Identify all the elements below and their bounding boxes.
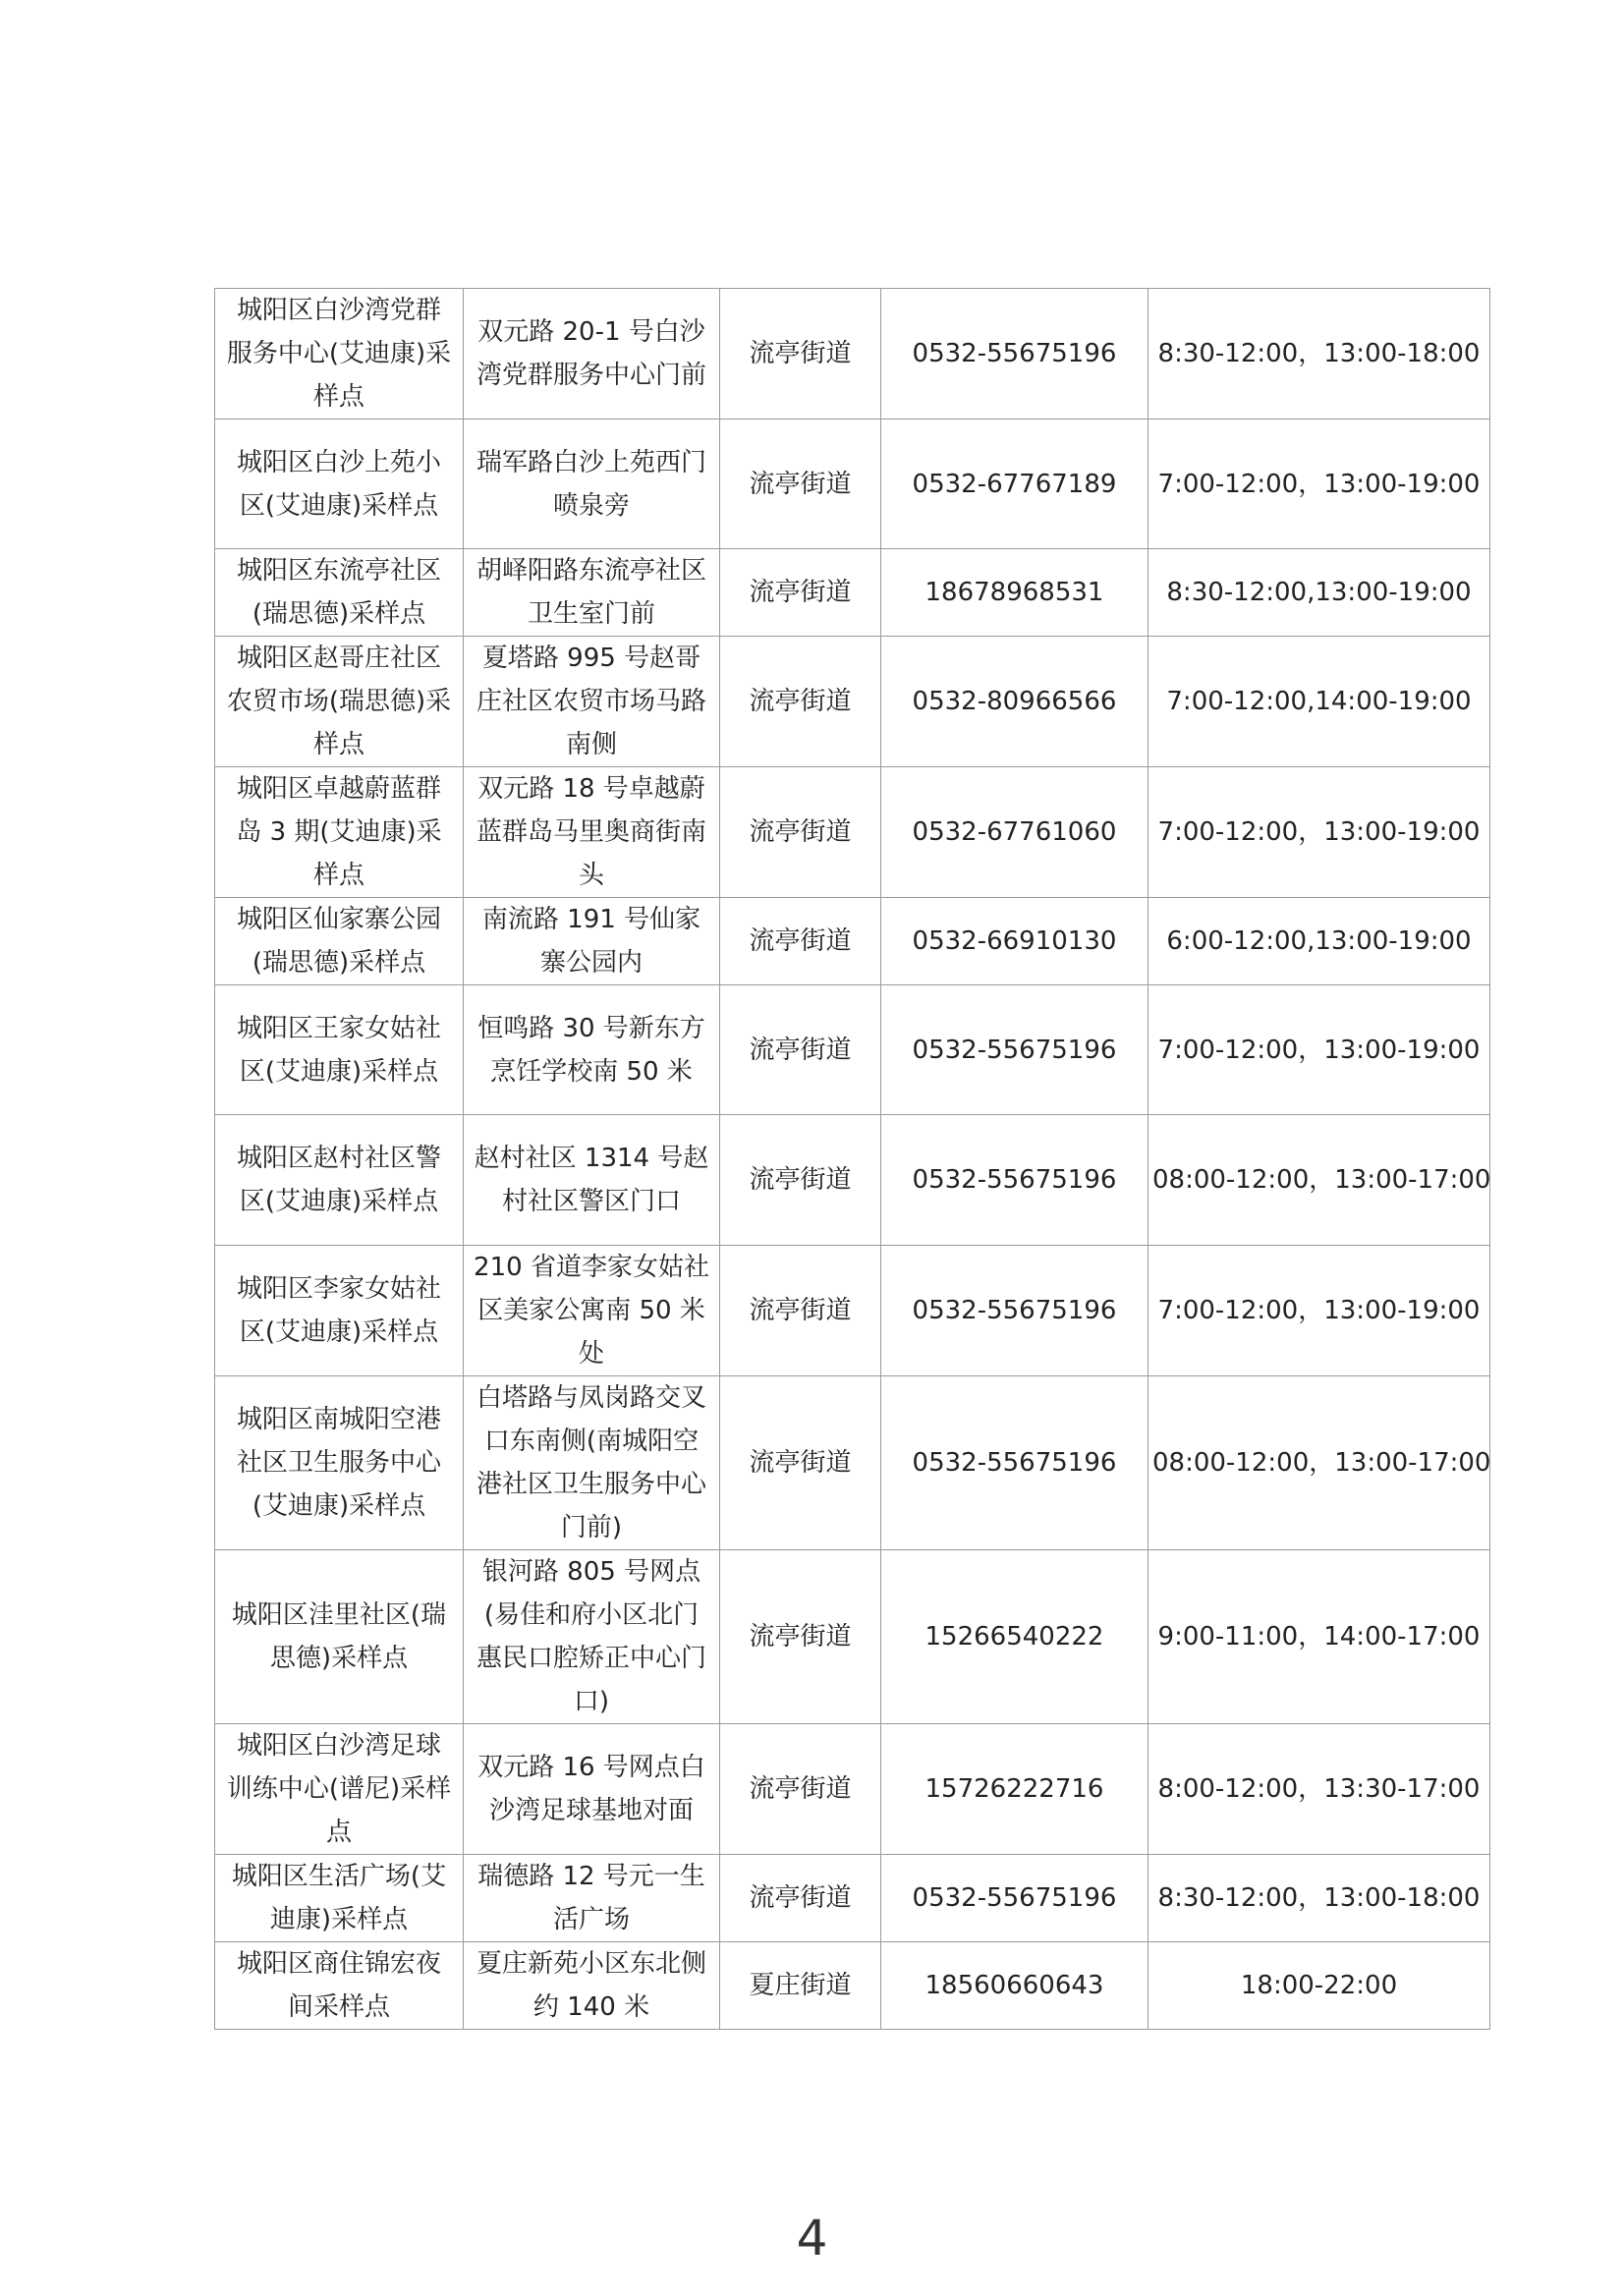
table-row [215, 1550, 1490, 1724]
hours-cell: 8:30-12:00,13:00-19:00 [1148, 549, 1490, 637]
street-cell: 流亭街道 [720, 1724, 881, 1855]
site-address-cell: 白塔路与凤岗路交叉口东南侧(南城阳空港社区卫生服务中心门前) [464, 1376, 720, 1550]
site-address-cell: 恒鸣路 30 号新东方烹饪学校南 50 米 [464, 985, 720, 1115]
phone-cell: 0532-55675196 [881, 1855, 1148, 1942]
phone-cell: 15266540222 [881, 1550, 1148, 1724]
table-row [215, 985, 1490, 1115]
phone-cell: 15726222716 [881, 1724, 1148, 1855]
phone-cell: 0532-55675196 [881, 289, 1148, 420]
phone-cell: 18678968531 [881, 549, 1148, 637]
hours-cell: 18:00-22:00 [1148, 1942, 1490, 2030]
phone-cell: 0532-80966566 [881, 637, 1148, 767]
phone-cell: 18560660643 [881, 1942, 1148, 2030]
phone-cell: 0532-55675196 [881, 1115, 1148, 1246]
phone-cell: 0532-55675196 [881, 985, 1148, 1115]
site-address-cell: 夏庄新苑小区东北侧约 140 米 [464, 1942, 720, 2030]
site-name-cell: 城阳区仙家寨公园(瑞思德)采样点 [215, 898, 464, 985]
site-address-cell: 夏塔路 995 号赵哥庄社区农贸市场马路南侧 [464, 637, 720, 767]
table-row [215, 420, 1490, 549]
hours-cell: 7:00-12:00，13:00-19:00 [1148, 1246, 1490, 1376]
hours-cell: 8:30-12:00，13:00-18:00 [1148, 1855, 1490, 1942]
site-address-cell: 双元路 18 号卓越蔚蓝群岛马里奥商街南头 [464, 767, 720, 898]
street-cell: 流亭街道 [720, 985, 881, 1115]
table-row [215, 1942, 1490, 2030]
site-name-cell: 城阳区李家女姑社区(艾迪康)采样点 [215, 1246, 464, 1376]
phone-cell: 0532-67761060 [881, 767, 1148, 898]
street-cell: 夏庄街道 [720, 1942, 881, 2030]
table-row [215, 898, 1490, 985]
site-name-cell: 城阳区南城阳空港社区卫生服务中心(艾迪康)采样点 [215, 1376, 464, 1550]
street-cell: 流亭街道 [720, 289, 881, 420]
site-name-cell: 城阳区赵村社区警区(艾迪康)采样点 [215, 1115, 464, 1246]
site-name-cell: 城阳区卓越蔚蓝群岛 3 期(艾迪康)采样点 [215, 767, 464, 898]
phone-cell: 0532-67767189 [881, 420, 1148, 549]
site-address-cell: 胡峄阳路东流亭社区卫生室门前 [464, 549, 720, 637]
street-cell: 流亭街道 [720, 767, 881, 898]
street-cell: 流亭街道 [720, 1376, 881, 1550]
table-row [215, 289, 1490, 420]
sampling-sites-table [214, 288, 1490, 2030]
street-cell: 流亭街道 [720, 1246, 881, 1376]
site-address-cell: 瑞军路白沙上苑西门喷泉旁 [464, 420, 720, 549]
table-row [215, 637, 1490, 767]
hours-cell: 7:00-12:00，13:00-19:00 [1148, 420, 1490, 549]
street-cell: 流亭街道 [720, 637, 881, 767]
table-row [215, 1246, 1490, 1376]
site-address-cell: 赵村社区 1314 号赵村社区警区门口 [464, 1115, 720, 1246]
street-cell: 流亭街道 [720, 898, 881, 985]
site-name-cell: 城阳区白沙上苑小区(艾迪康)采样点 [215, 420, 464, 549]
site-name-cell: 城阳区白沙湾足球训练中心(谱尼)采样点 [215, 1724, 464, 1855]
hours-cell: 8:00-12:00，13:30-17:00 [1148, 1724, 1490, 1855]
phone-cell: 0532-55675196 [881, 1376, 1148, 1550]
hours-cell: 08:00-12:00，13:00-17:00 [1148, 1376, 1490, 1550]
phone-cell: 0532-66910130 [881, 898, 1148, 985]
site-address-cell: 210 省道李家女姑社区美家公寓南 50 米处 [464, 1246, 720, 1376]
table-row [215, 1724, 1490, 1855]
site-name-cell: 城阳区洼里社区(瑞思德)采样点 [215, 1550, 464, 1724]
site-name-cell: 城阳区生活广场(艾迪康)采样点 [215, 1855, 464, 1942]
phone-cell: 0532-55675196 [881, 1246, 1148, 1376]
site-name-cell: 城阳区商住锦宏夜间采样点 [215, 1942, 464, 2030]
hours-cell: 7:00-12:00,14:00-19:00 [1148, 637, 1490, 767]
site-address-cell: 瑞德路 12 号元一生活广场 [464, 1855, 720, 1942]
table-row [215, 549, 1490, 637]
table-row [215, 1115, 1490, 1246]
site-name-cell: 城阳区赵哥庄社区农贸市场(瑞思德)采样点 [215, 637, 464, 767]
site-address-cell: 南流路 191 号仙家寨公园内 [464, 898, 720, 985]
street-cell: 流亭街道 [720, 1855, 881, 1942]
street-cell: 流亭街道 [720, 549, 881, 637]
site-address-cell: 银河路 805 号网点(易佳和府小区北门惠民口腔矫正中心门口) [464, 1550, 720, 1724]
table-row [215, 767, 1490, 898]
table-row [215, 1376, 1490, 1550]
street-cell: 流亭街道 [720, 1115, 881, 1246]
street-cell: 流亭街道 [720, 420, 881, 549]
table-body [215, 289, 1490, 2030]
site-name-cell: 城阳区白沙湾党群服务中心(艾迪康)采样点 [215, 289, 464, 420]
hours-cell: 7:00-12:00，13:00-19:00 [1148, 767, 1490, 898]
page-number: 4 [796, 2210, 828, 2267]
hours-cell: 6:00-12:00,13:00-19:00 [1148, 898, 1490, 985]
street-cell: 流亭街道 [720, 1550, 881, 1724]
site-address-cell: 双元路 20-1 号白沙湾党群服务中心门前 [464, 289, 720, 420]
hours-cell: 7:00-12:00，13:00-19:00 [1148, 985, 1490, 1115]
hours-cell: 9:00-11:00，14:00-17:00 [1148, 1550, 1490, 1724]
hours-cell: 08:00-12:00，13:00-17:00 [1148, 1115, 1490, 1246]
site-address-cell: 双元路 16 号网点白沙湾足球基地对面 [464, 1724, 720, 1855]
table-row [215, 1855, 1490, 1942]
site-name-cell: 城阳区东流亭社区(瑞思德)采样点 [215, 549, 464, 637]
site-name-cell: 城阳区王家女姑社区(艾迪康)采样点 [215, 985, 464, 1115]
hours-cell: 8:30-12:00，13:00-18:00 [1148, 289, 1490, 420]
